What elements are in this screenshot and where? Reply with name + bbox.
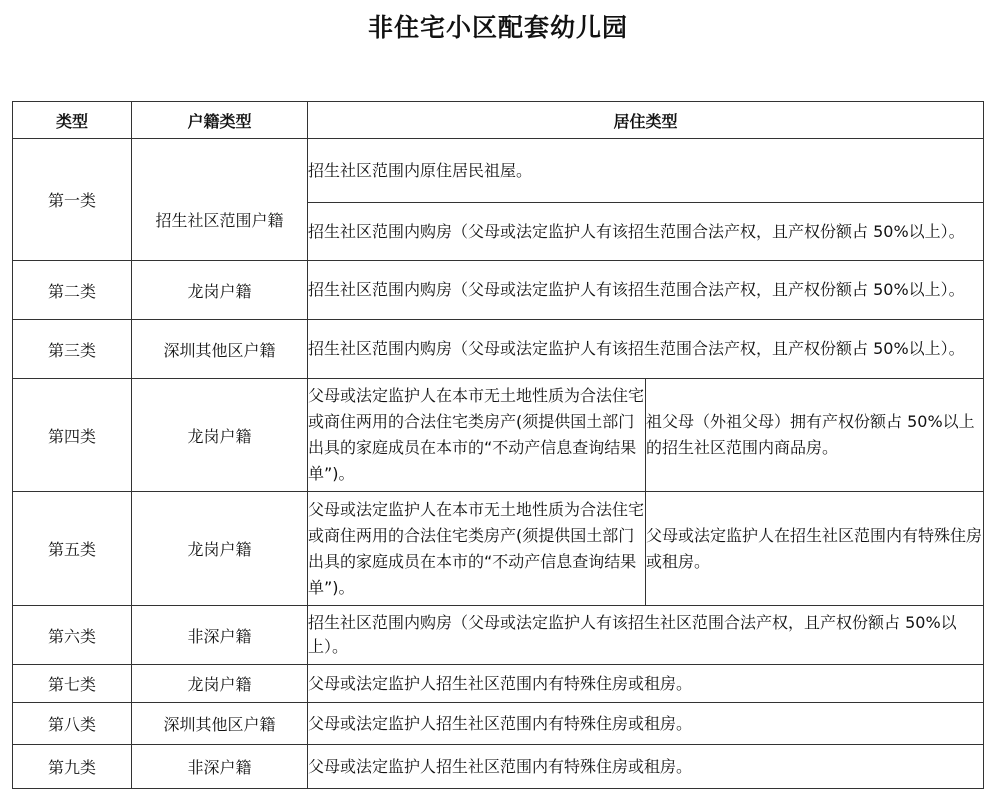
table-row xyxy=(13,606,984,665)
row-residence-cell: 父母或法定监护人招生社区范围内有特殊住房或租房。 xyxy=(308,703,984,745)
header-hukou: 户籍类型 xyxy=(132,102,308,139)
row-hukou-label: 招生社区范围户籍 xyxy=(155,211,284,230)
row-residence-cell: 招生社区范围内购房（父母或法定监护人有该招生范围合法产权，且产权份额占 50%以上）。 xyxy=(308,320,984,379)
row-hukou-cell: 非深户籍 xyxy=(132,606,308,665)
row-type-cell: 第六类 xyxy=(13,606,132,665)
row-hukou-cell: 龙岗户籍 xyxy=(132,261,308,320)
row-residence-right-cell: 父母或法定监护人在招生社区范围内有特殊住房或租房。 xyxy=(646,492,984,606)
row-hukou-cell: 深圳其他区户籍 xyxy=(132,320,308,379)
row-residence-left-cell: 父母或法定监护人在本市无土地性质为合法住宅或商住两用的合法住宅类房产(须提供国土部门出具的家庭成员在本市的“不动产信息查询结果单”)。 xyxy=(308,379,646,492)
table-row xyxy=(13,703,984,745)
row-residence-cell: 招生社区范围内购房（父母或法定监护人有该招生范围合法产权，且产权份额占 50%以上）。 xyxy=(308,203,984,261)
row-type-cell: 第九类 xyxy=(13,745,132,789)
row-residence-cell: 招生社区范围内原住居民祖屋。 xyxy=(308,139,984,203)
table-row xyxy=(13,665,984,703)
row-type-cell: 第二类 xyxy=(13,261,132,320)
header-type: 类型 xyxy=(13,102,132,139)
row-hukou-cell: 龙岗户籍 xyxy=(132,665,308,703)
row-type-cell: 第四类 xyxy=(13,379,132,492)
row-residence-cell: 父母或法定监护人招生社区范围内有特殊住房或租房。 xyxy=(308,745,984,789)
row-residence-cell: 招生社区范围内购房（父母或法定监护人有该招生范围合法产权，且产权份额占 50%以上）。 xyxy=(308,261,984,320)
row-type-cell: 第八类 xyxy=(13,703,132,745)
row-type-cell: 第五类 xyxy=(13,492,132,606)
table-row xyxy=(13,320,984,379)
row-hukou-cell: 龙岗户籍 xyxy=(132,492,308,606)
header-residence: 居住类型 xyxy=(308,102,984,139)
row-hukou-cell: 非深户籍 xyxy=(132,745,308,789)
table-row xyxy=(13,261,984,320)
table-row xyxy=(13,492,984,606)
row-hukou-cell xyxy=(132,139,308,261)
row-residence-cell: 父母或法定监护人招生社区范围内有特殊住房或租房。 xyxy=(308,665,984,703)
row-hukou-cell: 深圳其他区户籍 xyxy=(132,703,308,745)
admission-category-table xyxy=(12,101,984,789)
table-row xyxy=(13,139,984,203)
row-hukou-cell: 龙岗户籍 xyxy=(132,379,308,492)
table-header-row xyxy=(13,102,984,139)
row-residence-cell: 招生社区范围内购房（父母或法定监护人有该招生社区范围合法产权，且产权份额占 50%以上）。 xyxy=(308,606,984,665)
row-residence-right-cell: 祖父母（外祖父母）拥有产权份额占 50%以上的招生社区范围内商品房。 xyxy=(646,379,984,492)
row-type-cell: 第一类 xyxy=(13,139,132,261)
table-row xyxy=(13,745,984,789)
row-type-cell: 第三类 xyxy=(13,320,132,379)
row-type-cell: 第七类 xyxy=(13,665,132,703)
table-row xyxy=(13,379,984,492)
page-title: 非住宅小区配套幼儿园 xyxy=(367,13,628,42)
row-residence-left-cell: 父母或法定监护人在本市无土地性质为合法住宅或商住两用的合法住宅类房产(须提供国土部门出具的家庭成员在本市的“不动产信息查询结果单”)。 xyxy=(308,492,646,606)
